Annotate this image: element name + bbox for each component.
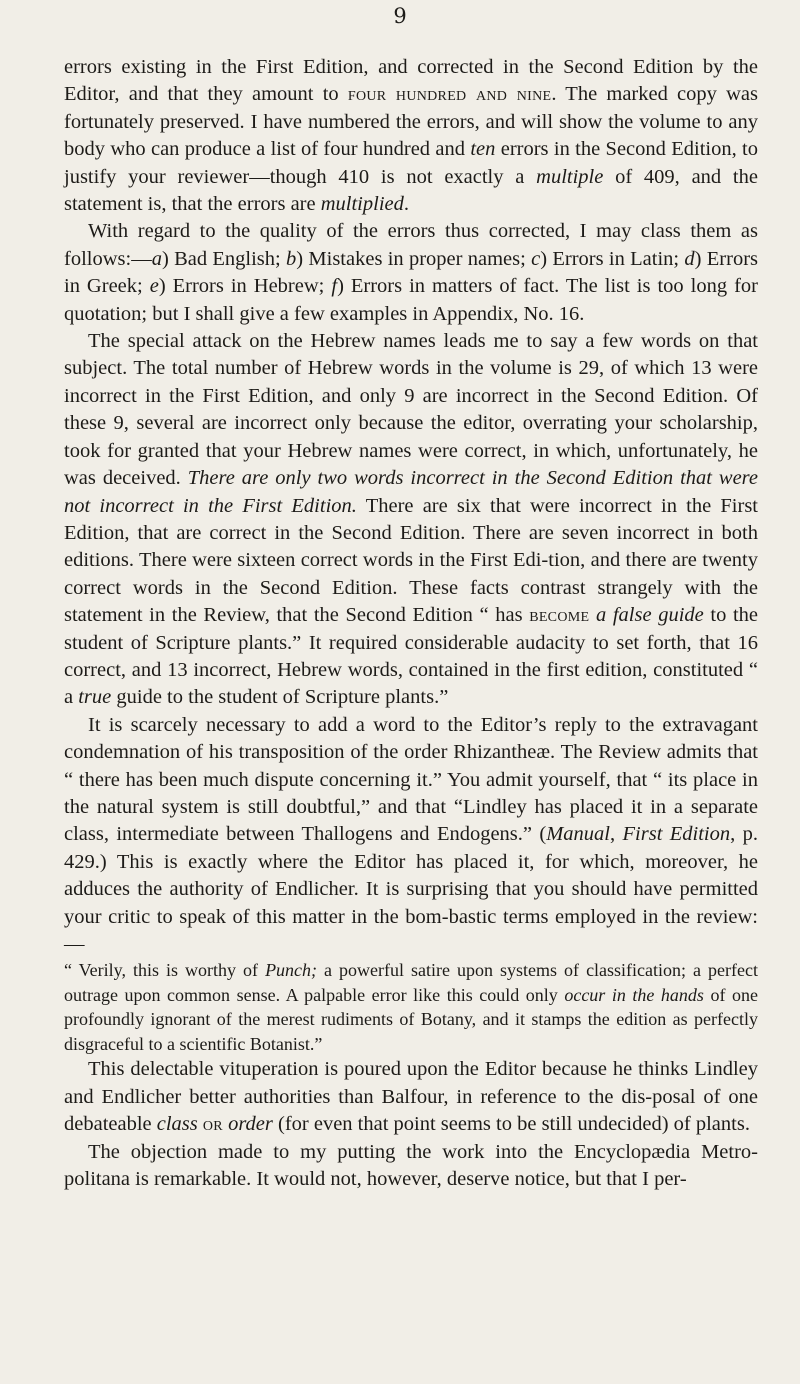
paragraph-3: The special attack on the Hebrew names leads me to say a few words on that subject. The total number of Hebrew words in the volume is 29, of which 13 were incorrect in the First Edition, and only 9 are incorrect in the Second Edition. Of these 9, several are incorrect only because the editor, overrating your scholarship, took for granted that your Hebrew names were correct, in which, unfortunately, he was deceived. There are only two words incorrect in the Second Edition that were not incorrect in the First Edition. There are six that were incorrect in the First Edition, that are correct in the Second Edition. There are seven incorrect in both editions. There were sixteen correct words in the First Edi-tion, and there are twenty correct words in the Second Edition. These facts contrast strangely with the statement in the Review, that the Second Edition “ has become a false guide to the student of Scripture plants.” It required considerable audacity to set forth, that 16 correct, and 13 incorrect, Hebrew words, contained in the first edition, constituted “ a true guide to the student of Scripture plants.” <box>64 330 759 709</box>
paragraph-5: This delectable vituperation is poured upon the Editor because he thinks Lindley and Endlicher better authorities than Balfour, in reference to the dis-posal of one debateable class or order (for even that point seems to be still undecided) of plants. <box>64 1058 758 1136</box>
block-quote: “ Verily, this is worthy of Punch; a powerful satire upon systems of classification; a perfect outrage upon common sense. A palpable error like this could only occur in the hands of one profoundly ignorant of the merest rudiments of Botany, and it stamps the edition as perfectly disgraceful to a scientific Botanist.” <box>64 960 759 1054</box>
paragraph-1: errors existing in the First Edition, and corrected in the Second Edition by the Editor, and that they amount to four hundred and nine. The marked copy was fortunately preserved. I have numbered the errors, and will show the volume to any body who can produce a list of four hundred and ten errors in the Second Edition, to justify your reviewer—though 410 is not exactly a multiple of 409, and the statement is, that the errors are multiplied. <box>64 56 758 216</box>
body-text <box>64 54 758 1193</box>
paragraph-6: The objection made to my putting the work into the Encyclopædia Metro-politana is remarkable. It would not, however, deserve notice, but that I per- <box>64 1140 758 1191</box>
paragraph-4: It is scarcely necessary to add a word to the Editor’s reply to the extravagant condemnation of his transposition of the order Rhizantheæ. The Review admits that “ there has been much dispute concerning it.” You admit yourself, that “ its place in the natural system is still doubtful,” and that “Lindley has placed it in a separate class, intermediate between Thallogens and Endogens.” (Manual, First Edition, p. 429.) This is exactly where the Editor has placed it, for which, moreover, he adduces the authority of Endlicher. It is surprising that you should have permitted your critic to speak of this matter in the bom-bastic terms employed in the review:— <box>64 713 759 955</box>
paragraph-2: With regard to the quality of the errors thus corrected, I may class them as follows:—a) Bad English; b) Mistakes in proper names; c) Errors in Latin; d) Errors in Greek; e) Errors in Hebrew; f) Errors in matters of fact. The list is too long for quotation; but I shall give a few examples in Appendix, No. 16. <box>64 220 758 325</box>
page-number: 9 <box>393 4 407 28</box>
